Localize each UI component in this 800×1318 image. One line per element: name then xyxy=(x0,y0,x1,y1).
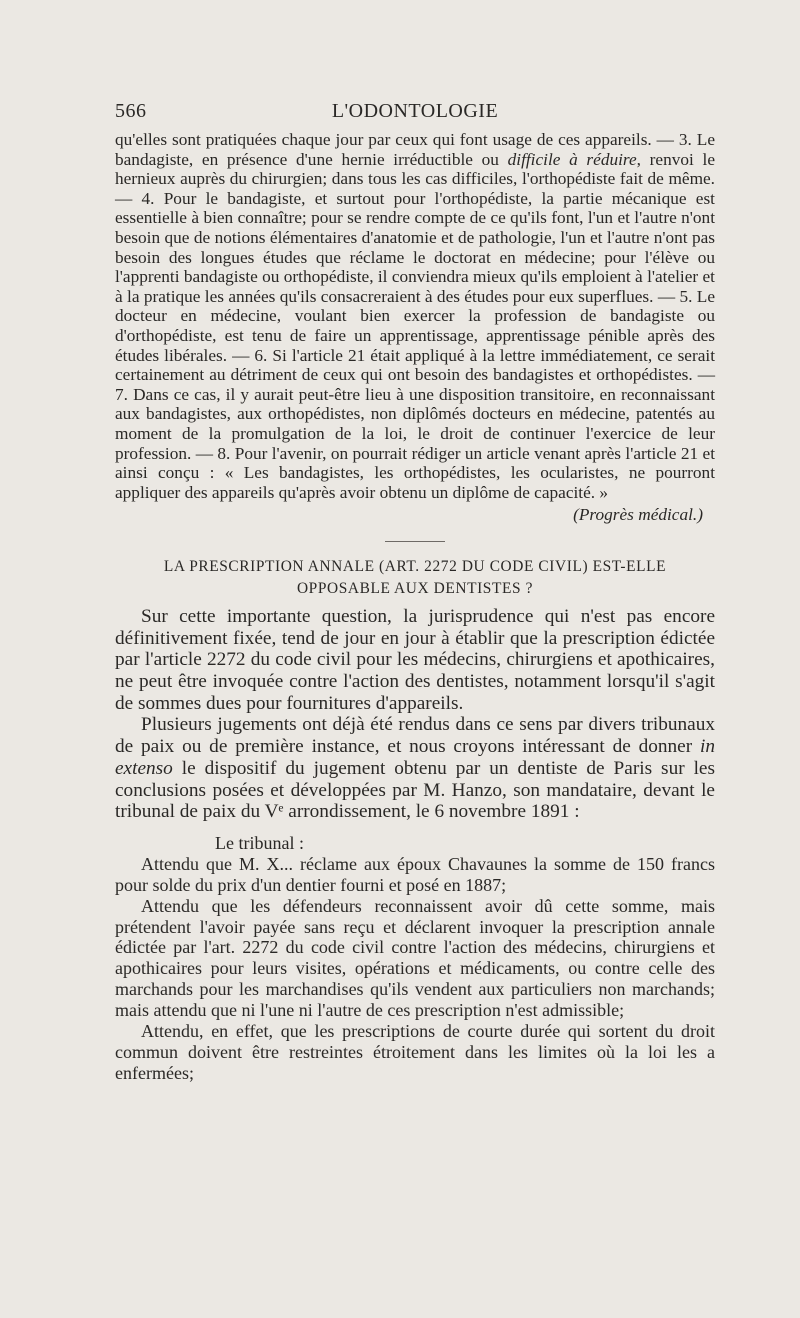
section-divider xyxy=(385,541,445,542)
attendu-2: Attendu que les défendeurs reconnaissent avoir dû cette somme, mais prétendent l'avoir payée sans reçu et déclarent invoquer la prescription annale édictée par l'art. 2272 du code civil contre l'action des médecins, chirurgiens et apothicaires pour leurs visites, opérations et médicaments, ou contre celle des marchands pour les marchandises qu'ils vendent aux particuliers non marchands; mais attendu que ni l'une ni l'autre de ces prescription n'est admissible; xyxy=(115,895,715,1021)
source-citation: (Progrès médical.) xyxy=(573,505,703,525)
article-paragraph-1: Sur cette importante question, la jurisprudence qui n'est pas encore définitivement fixée, tend de jour en jour à établir que la prescription édictée par l'article 2272 du code civil pour les médecins, chirurgiens et apothicaires, ne peut être invoquée contre l'action des dentistes, notamment lorsqu'il s'agit de sommes dues pour fournitures d'appareils. xyxy=(115,605,715,714)
emphasis-text: difficile à réduire xyxy=(507,149,637,169)
paragraph-text-a: Plusieurs jugements ont déjà été rendus dans ce sens par divers tribunaux de paix ou de première instance, et nous croyons intéressant de donner xyxy=(115,714,715,758)
running-title: L'ODONTOLOGIE xyxy=(331,100,499,122)
attendu-1: Attendu que M. X... réclame aux époux Chavaunes la somme de 150 francs pour solde du prix d'un dentier fourni et posé en 1887; xyxy=(115,853,715,895)
paragraph-text-b: le dispositif du jugement obtenu par un dentiste de Paris sur les conclusions posées et développées par M. Hanzo, son mandataire, devant le tribunal de paix du Vᵉ arrondissement, le 6 novembre 1891 : xyxy=(115,757,715,823)
paragraph-text-1: qu'elles sont pratiquées chaque jour par ceux qui font usage de ces appareils. — 3. Le bandagiste, en présence d'une hernie irréductible ou xyxy=(115,130,715,169)
continued-paragraph xyxy=(115,130,715,502)
article-paragraph-2 xyxy=(115,714,715,823)
paragraph-text-2: , renvoi le hernieux auprès du chirurgien; dans tous les cas difficiles, l'orthopédiste fait de même. — 4. Pour le bandagiste, et surtout pour l'orthopédiste, la partie mécanique est essentielle à bien connaître; pour se rendre compte de ce qu'ils font, l'un et l'autre n'ont besoin que de notions élémentaires d'anatomie et de pathologie, l'un et l'autre n'ont pas besoin des longues études que réclame le doctorat en médecine; pour l'élève ou l'apprenti bandagiste ou orthopédiste, il conviendra mieux qu'ils emploient à l'atelier et à la pratique les années qu'ils consacreraient à des études pour eux superflues. — 5. Le docteur en médecine, voulant bien exercer la profession de bandagiste ou d'orthopédiste, est tenu de faire un apprentissage, apprentissage pénible après des études libérales. — 6. Si l'article 21 était appliqué à la lettre immédiatement, ce serait certainement au détriment de ceux qui ont besoin des bandagistes et orthopédistes. — 7. Dans ce cas, il y aurait peut-être lieu à une disposition transitoire, en reconnaissant aux bandagistes, aux orthopédistes, non diplômés docteurs en médecine, patentés au moment de la promulgation de la loi, le droit de continuer l'exercice de leur profession. — 8. Pour l'avenir, on pourrait rédiger un article venant après l'article 21 et ainsi conçu : « Les bandagistes, les orthopédistes, les ocularistes, ne pourront appliquer des appareils qu'après avoir obtenu un diplôme de capacité. » xyxy=(115,149,715,502)
article-heading: LA PRESCRIPTION ANNALE (ART. 2272 DU CODE CIVIL) EST-ELLE OPPOSABLE AUX DENTISTES ? xyxy=(163,557,667,597)
latin-phrase: in extenso xyxy=(115,736,715,779)
attendu-3: Attendu, en effet, que les prescriptions de courte durée qui sortent du droit commun doivent être restreintes étroitement dans les limites où la loi les a enfermées; xyxy=(115,1021,715,1083)
tribunal-label: Le tribunal : xyxy=(215,832,304,853)
running-header xyxy=(115,100,715,130)
page-number: 566 xyxy=(115,100,147,122)
